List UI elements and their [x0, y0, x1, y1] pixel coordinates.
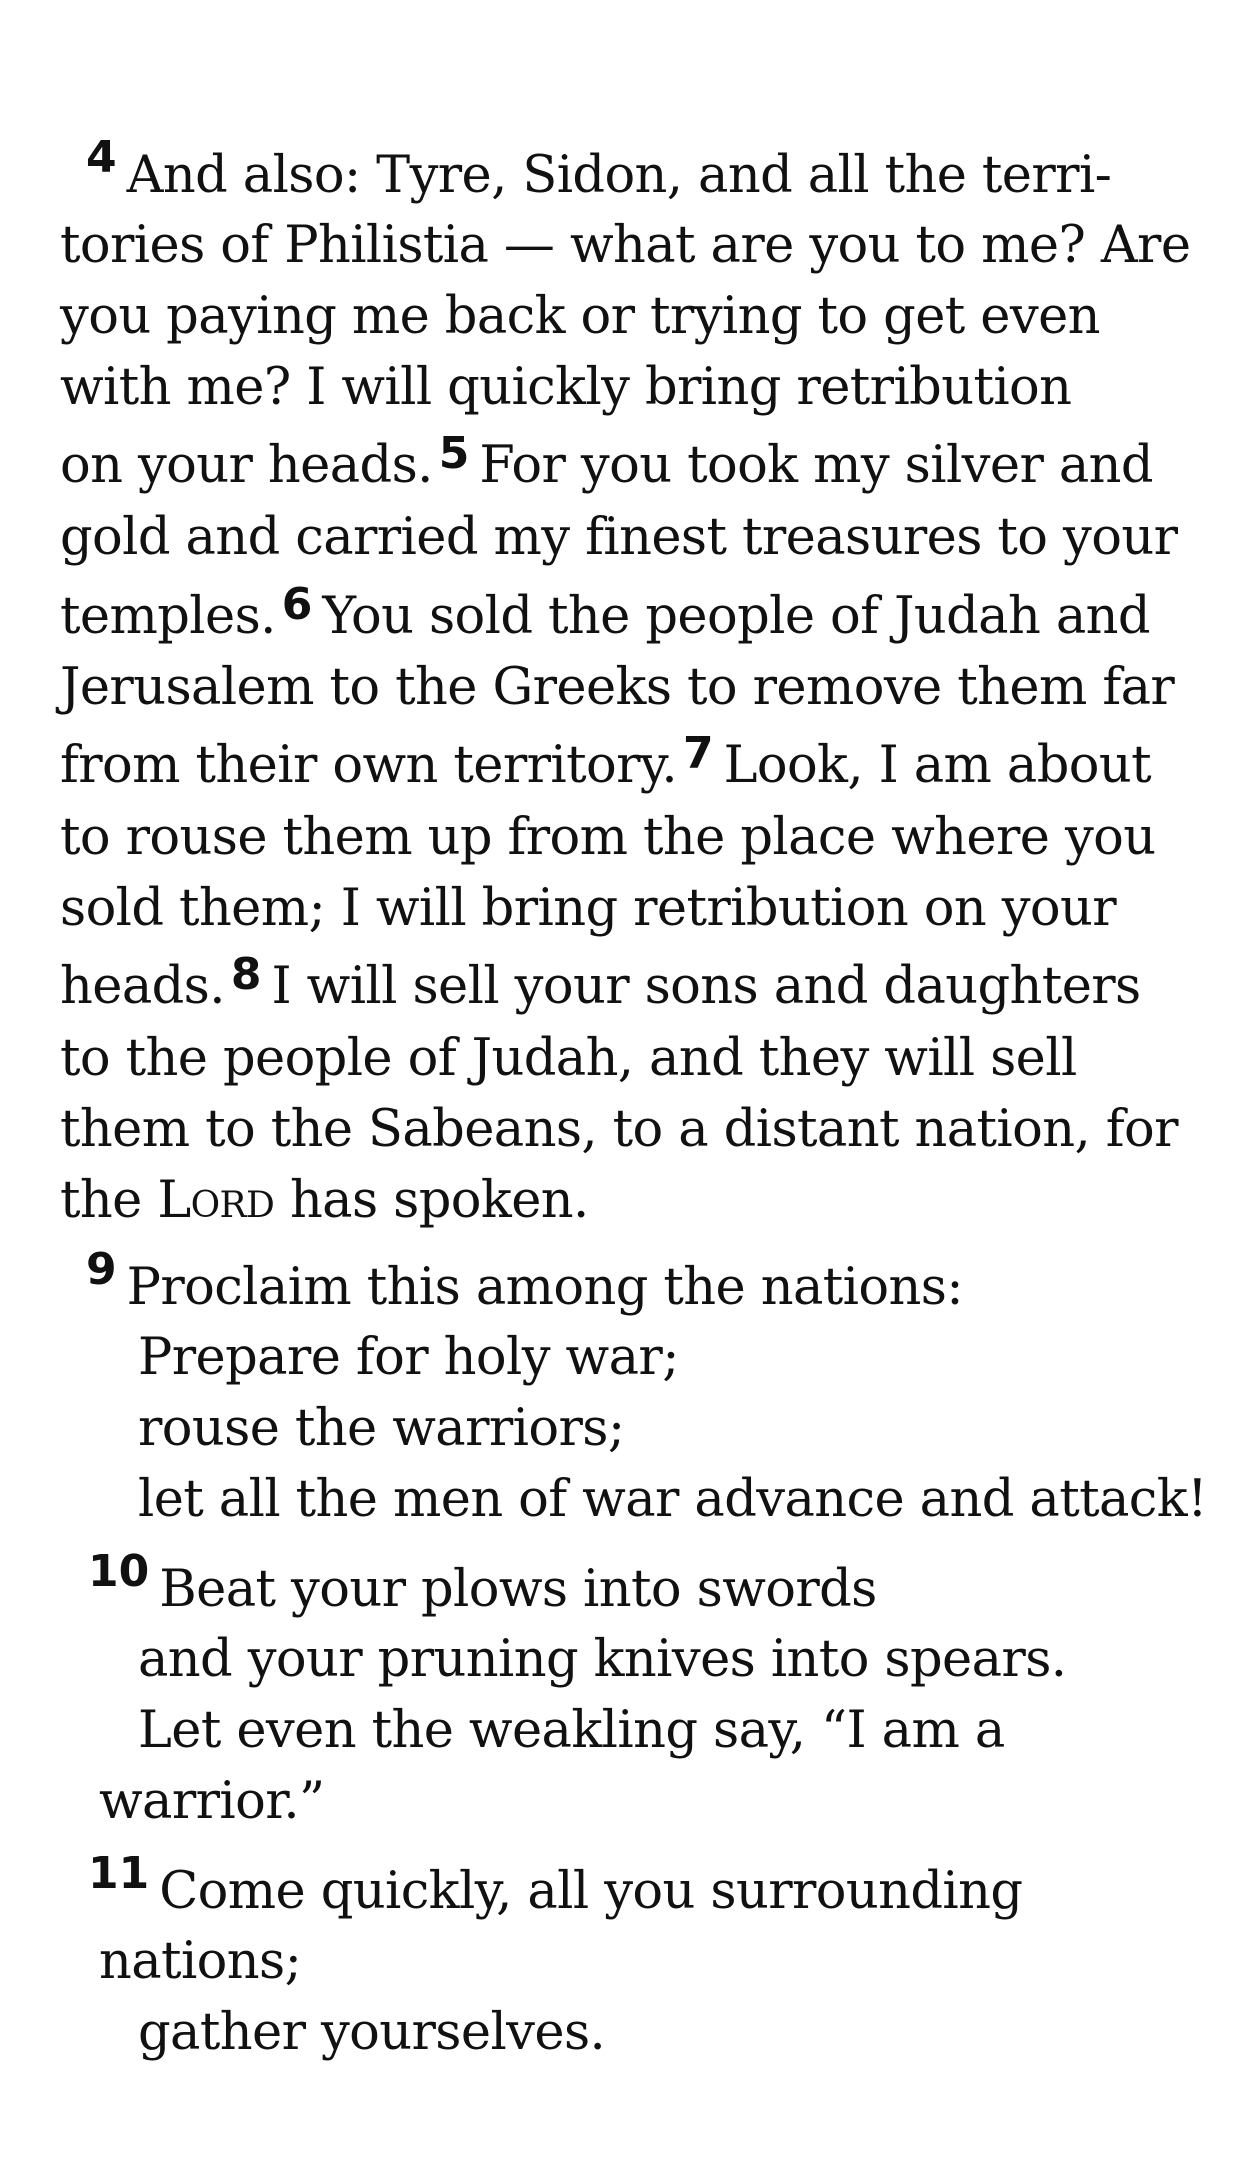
- verse-text: with me? I will quickly bring retribution: [60, 358, 1072, 417]
- verse-text: nations;: [99, 1932, 302, 1991]
- text-line: [86, 1244, 963, 1326]
- verse-text: and your pruning knives into spears.: [138, 1630, 1067, 1689]
- divine-name: Lord: [157, 1171, 275, 1230]
- verse-text: on your heads.: [60, 436, 433, 495]
- text-line: [138, 1464, 1207, 1536]
- verse-text: warrior.”: [99, 1772, 325, 1831]
- verse-text: I will sell your sons and daughters: [271, 957, 1141, 1016]
- text-line: [60, 281, 1100, 353]
- verse-number: 10: [88, 1546, 150, 1597]
- text-line: [138, 1695, 1005, 1767]
- text-line: [60, 730, 1151, 804]
- text-line: [99, 1926, 301, 1998]
- verse-text: heads.: [60, 957, 225, 1016]
- text-line: [60, 1094, 1178, 1166]
- verse-text: the: [60, 1171, 142, 1230]
- verse-text: Look, I am about: [723, 736, 1152, 795]
- verse-text: rouse the warriors;: [138, 1399, 625, 1458]
- verse-number: 11: [88, 1848, 150, 1899]
- verse-text: you paying me back or trying to get even: [60, 287, 1100, 346]
- text-line: [88, 1546, 877, 1628]
- verse-text: Proclaim this among the nations:: [126, 1258, 963, 1317]
- verse-text: gather yourselves.: [138, 2003, 606, 2062]
- text-line: [60, 652, 1174, 724]
- text-line: [60, 581, 1150, 655]
- verse-text: And also: Tyre, Sidon, and all the terri-: [126, 146, 1112, 205]
- text-line: [60, 873, 1116, 945]
- verse-text: from their own territory.: [60, 736, 677, 795]
- verse-text: Beat your plows into swords: [159, 1560, 877, 1619]
- verse-number: 8: [230, 949, 262, 1000]
- verse-text: to the people of Judah, and they will sell: [60, 1029, 1077, 1088]
- verse-text: to rouse them up from the place where you: [60, 808, 1156, 867]
- verse-text: Jerusalem to the Greeks to remove them far: [60, 658, 1175, 717]
- verse-text: them to the Sabeans, to a distant nation, for: [60, 1100, 1178, 1159]
- text-line: [60, 951, 1141, 1025]
- verse-number: 6: [281, 579, 313, 630]
- text-line: [138, 1997, 605, 2069]
- text-line: [60, 802, 1156, 874]
- verse-text: Come quickly, all you surrounding: [159, 1862, 1023, 1921]
- verse-number: 7: [682, 728, 714, 779]
- text-line: [60, 1023, 1077, 1095]
- text-line: [60, 502, 1177, 574]
- text-line: [99, 1766, 325, 1838]
- text-line: [60, 430, 1153, 504]
- verse-text: temples.: [60, 587, 276, 646]
- verse-number: 9: [86, 1244, 117, 1295]
- verse-text: gold and carried my finest treasures to your: [60, 508, 1178, 567]
- verse-text: Prepare for holy war;: [138, 1328, 679, 1387]
- verse-text: For you took my silver and: [479, 436, 1153, 495]
- verse-text: tories of Philistia — what are you to me? Are: [60, 216, 1191, 275]
- text-line: [138, 1624, 1066, 1696]
- text-line: [60, 1165, 589, 1237]
- text-line: [88, 1848, 1023, 1930]
- verse-number: 4: [86, 132, 117, 183]
- verse-text: You sold the people of Judah and: [322, 587, 1150, 646]
- verse-text: has spoken.: [289, 1171, 589, 1230]
- text-line: [60, 210, 1190, 282]
- text-line: [60, 352, 1071, 424]
- text-line: [138, 1322, 679, 1394]
- text-line: [138, 1393, 624, 1465]
- verse-text: Let even the weakling say, “I am a: [138, 1701, 1005, 1760]
- verse-text: let all the men of war advance and attack!: [138, 1470, 1207, 1529]
- verse-number: 5: [438, 428, 470, 479]
- text-line: [86, 132, 1112, 214]
- verse-text: sold them; I will bring retribution on your: [60, 879, 1117, 938]
